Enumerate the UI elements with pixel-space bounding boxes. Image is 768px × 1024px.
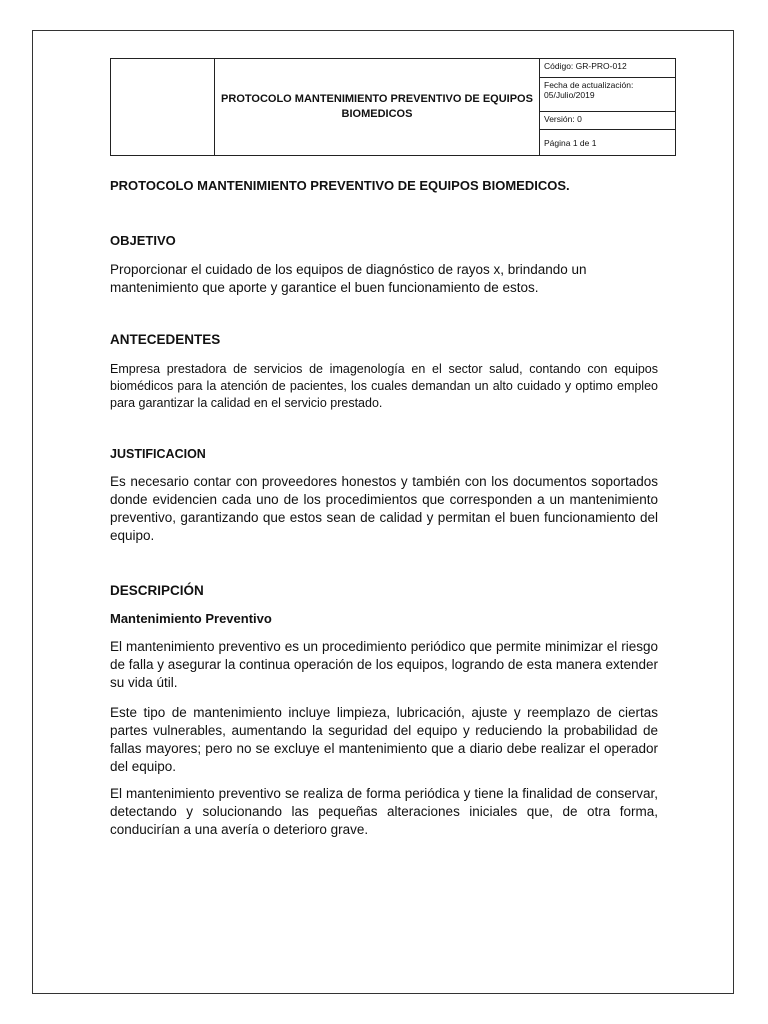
update-date-value: 05/Julio/2019 bbox=[544, 90, 595, 100]
section-text-antecedentes: Empresa prestadora de servicios de imagenología en el sector salud, contando con equipos biomédicos para la atención de pacientes, los cuales demandan un alto cuidado y optimo empleo para garantizar la calidad en el servicio prestado. bbox=[110, 362, 658, 410]
section-heading-objetivo: OBJETIVO bbox=[110, 233, 176, 248]
section-heading-descripcion: DESCRIPCIÓN bbox=[110, 583, 204, 598]
description-paragraph: El mantenimiento preventivo se realiza de forma periódica y tiene la finalidad de conservar, detectando y solucionando las pequeñas alteraciones iniciales que, de otra forma, conducirían a una avería o deterioro grave. bbox=[110, 786, 658, 837]
subsection-heading-mantenimiento-preventivo: Mantenimiento Preventivo bbox=[110, 611, 272, 626]
section-heading-justificacion: JUSTIFICACION bbox=[110, 447, 206, 461]
section-heading-antecedentes: ANTECEDENTES bbox=[110, 332, 221, 347]
update-date-label: Fecha de actualización: bbox=[544, 80, 634, 90]
logo-cell bbox=[111, 59, 215, 156]
section-text-objetivo: Proporcionar el cuidado de los equipos de diagnóstico de rayos x, brindando un mantenimiento que aporte y garantice el buen funcionamiento de estos. bbox=[110, 262, 587, 295]
description-paragraph: El mantenimiento preventivo es un procedimiento periódico que permite minimizar el riesgo de falla y asegurar la continua operación de los equipos, logrando de esta manera extender su vida útil. bbox=[110, 639, 658, 690]
document-version: Versión: 0 bbox=[540, 112, 676, 130]
header-title: PROTOCOLO MANTENIMIENTO PREVENTIVO DE EQUIPOS BIOMEDICOS bbox=[215, 59, 540, 156]
description-paragraph: Este tipo de mantenimiento incluye limpieza, lubricación, ajuste y reemplazo de ciertas partes vulnerables, aumentando la seguridad del equipo y reduciendo la probabilidad de fallas mayores; pero no se excluye el mantenimiento que a diario debe realizar el operador del equipo. bbox=[110, 705, 658, 774]
document-code: Código: GR-PRO-012 bbox=[540, 59, 676, 78]
document-header-table bbox=[110, 58, 676, 156]
section-text-justificacion: Es necesario contar con proveedores honestos y también con los documentos soportados donde evidencien cada uno de los procedimientos que corresponden a un mantenimiento preventivo, garantizando que estos sean de calidad y permitan el buen funcionamiento del equipo. bbox=[110, 474, 658, 543]
update-date-cell bbox=[540, 78, 676, 112]
page-number: Página 1 de 1 bbox=[540, 130, 676, 156]
document-title: PROTOCOLO MANTENIMIENTO PREVENTIVO DE EQUIPOS BIOMEDICOS. bbox=[110, 178, 570, 193]
